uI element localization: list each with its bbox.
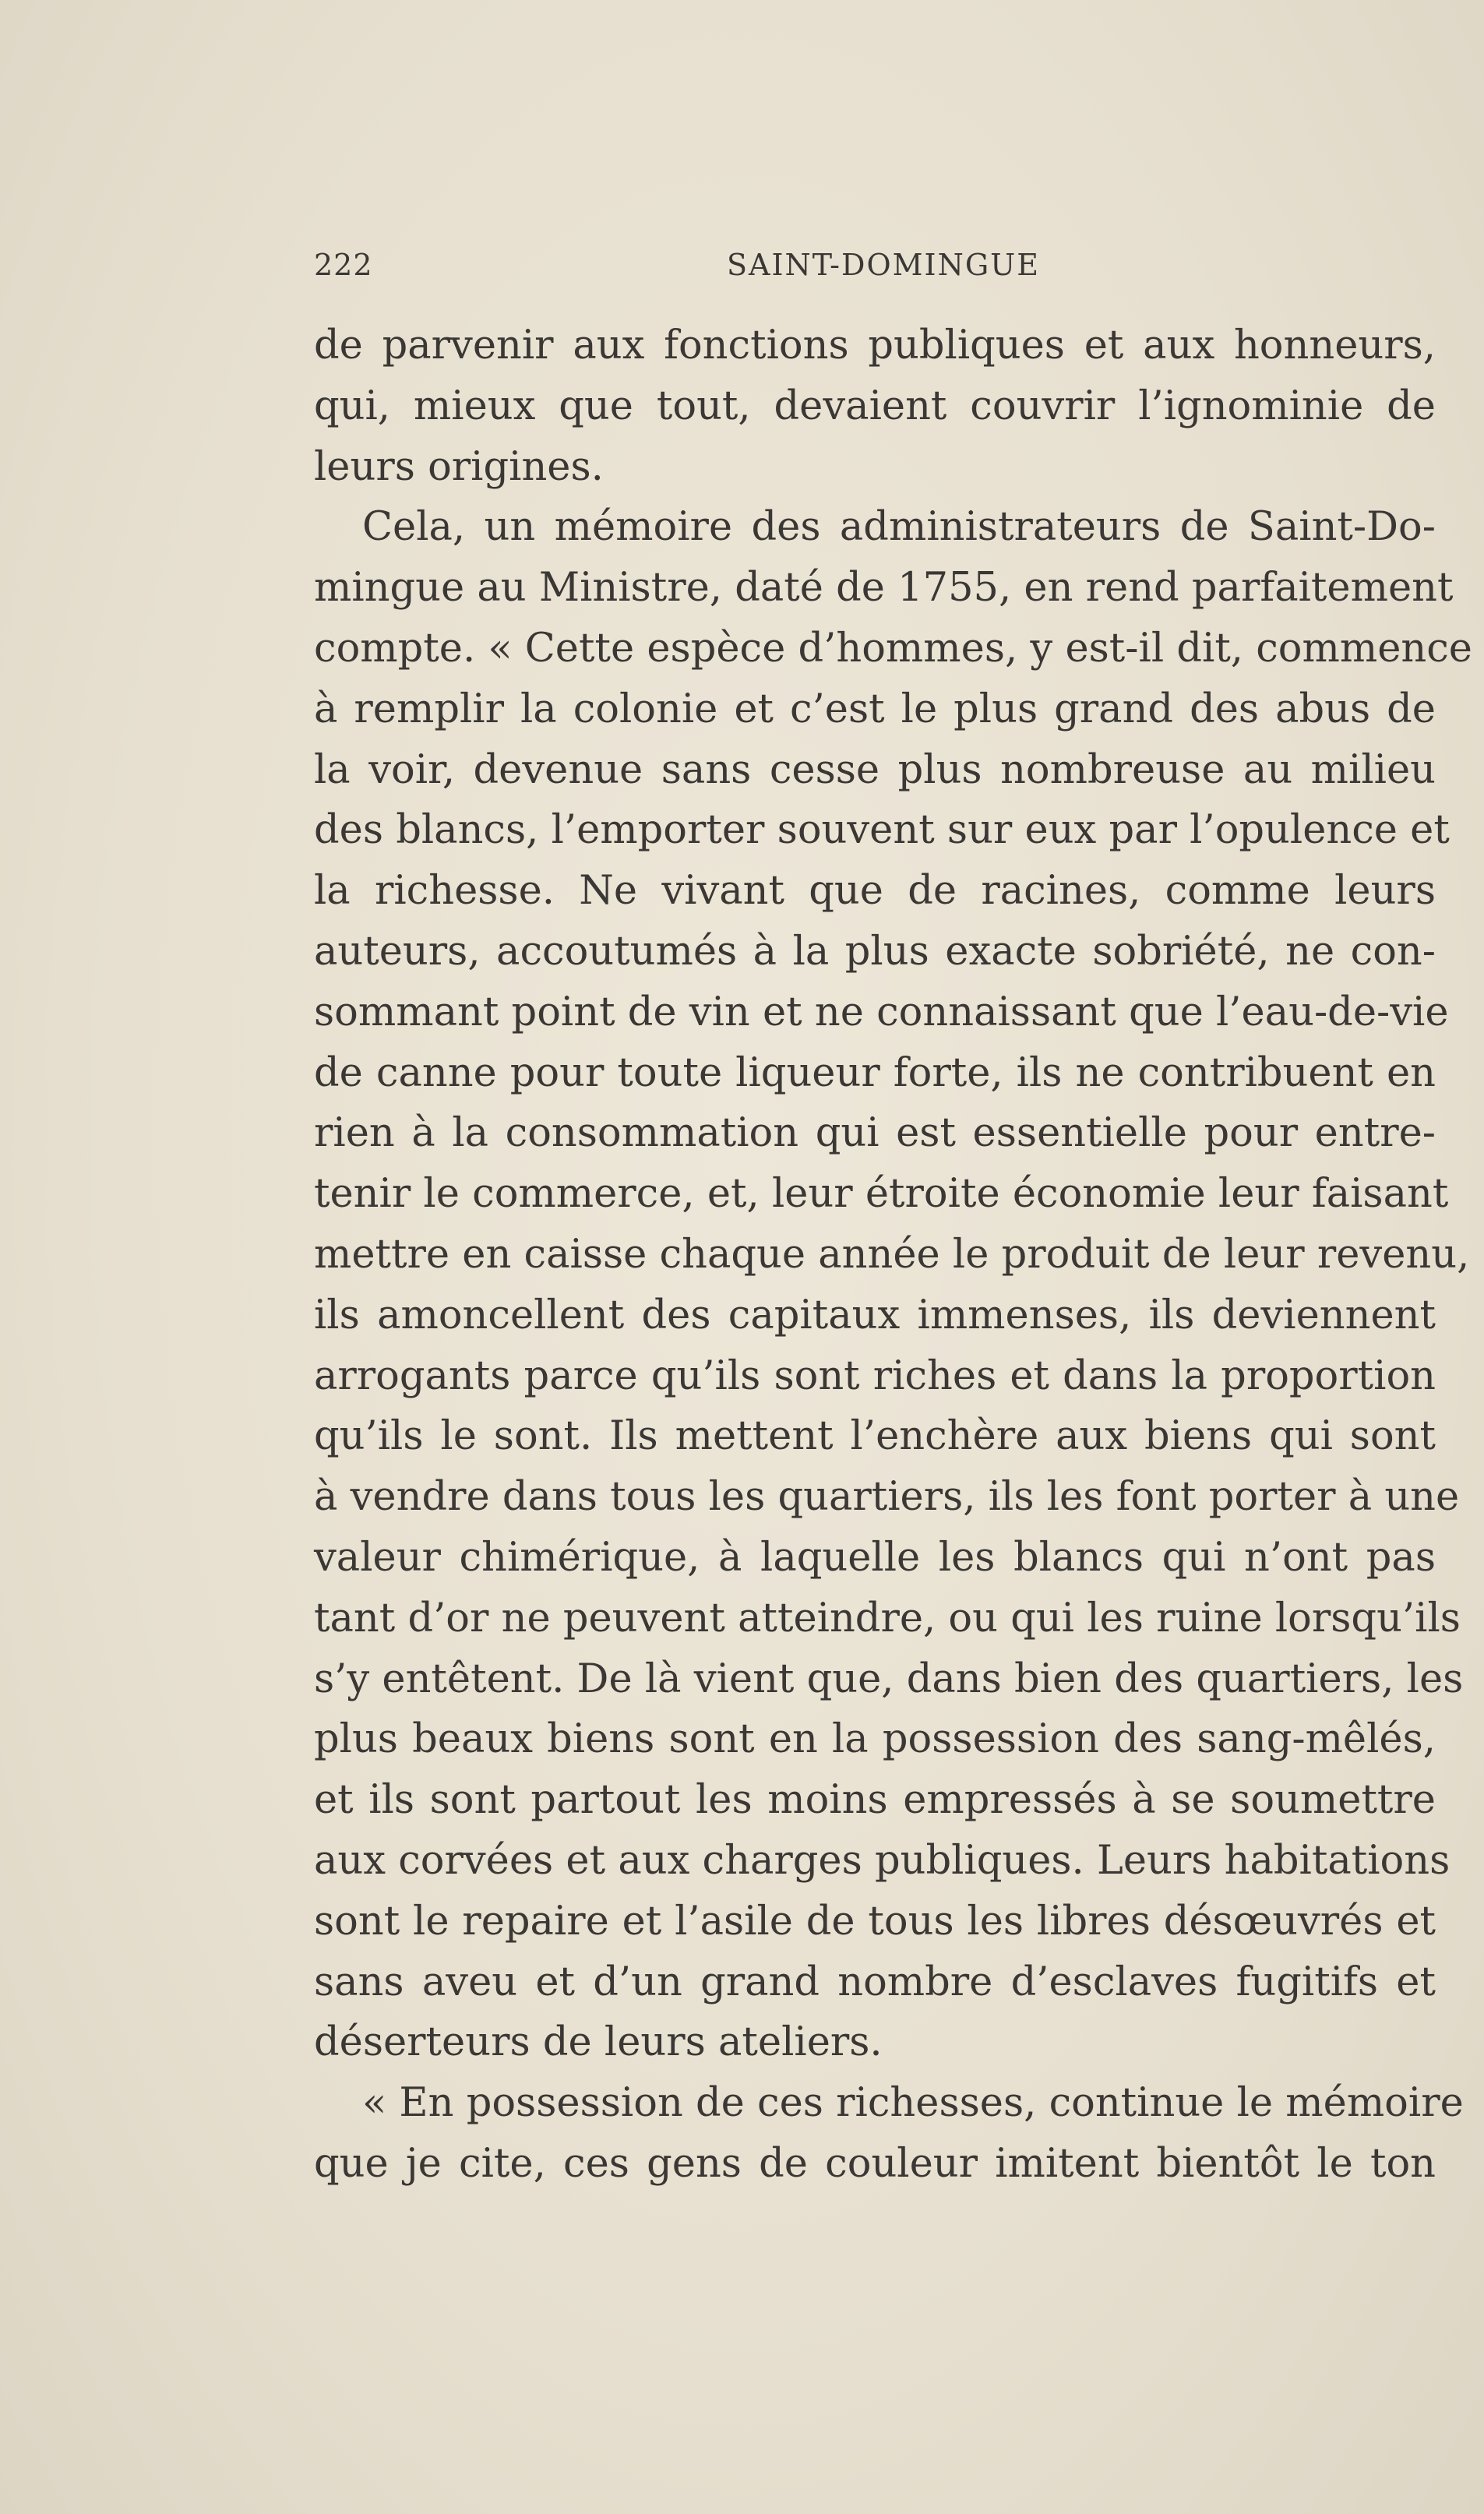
text-line-18: arrogants parce qu’ils sont riches et dans la proportion [314,1352,1436,1399]
text-line-12: sommant point de vin et ne connaissant que l’eau-de-vie [314,989,1449,1035]
text-line-31: que je cite, ces gens de couleur imitent bientôt le ton [314,2140,1436,2187]
text-line-17: ils amoncellent des capitaux immenses, ils deviennent [314,1292,1436,1338]
text-line-6: compte. « Cette espèce d’hommes, y est-il dit, commence [314,625,1472,672]
text-line-5: mingue au Ministre, daté de 1755, en rend parfaitement [314,565,1454,612]
text-line-30: « En possession de ces richesses, continue le mémoire [362,2080,1464,2127]
text-line-26: aux corvées et aux charges publiques. Leurs habitations [314,1837,1451,1884]
text-line-13: de canne pour toute liqueur forte, ils ne contribuent en [314,1049,1436,1096]
text-line-16: mettre en caisse chaque année le produit de leur revenu, [314,1231,1470,1278]
text-line-23: s’y entêtent. De là vient que, dans bien des quartiers, les [314,1655,1464,1702]
text-line-1: de parvenir aux fonctions publiques et aux honneurs, [314,323,1436,368]
text-line-21: valeur chimérique, à laquelle les blancs qui n’ont pas [314,1534,1436,1581]
text-line-28: sans aveu et d’un grand nombre d’esclaves fugitifs et [314,1959,1436,2005]
body-text [314,316,1472,2195]
text-line-24: plus beaux biens sont en la possession des sang-mêlés, [314,1716,1436,1763]
text-line-14: rien à la consommation qui est essentielle pour entre- [314,1110,1436,1157]
text-line-2: qui, mieux que tout, devaient couvrir l’ignominie de [314,383,1436,429]
text-line-19: qu’ils le sont. Ils mettent l’enchère aux biens qui sont [314,1413,1436,1460]
text-line-11: auteurs, accoutumés à la plus exacte sobriété, ne con- [314,928,1436,975]
text-line-4: Cela, un mémoire des administrateurs de Saint-Do- [362,504,1436,551]
text-line-7: à remplir la colonie et c’est le plus grand des abus de [314,686,1436,732]
text-line-8: la voir, devenue sans cesse plus nombreuse au milieu [314,746,1436,793]
text-line-22: tant d’or ne peuvent atteindre, ou qui les ruine lorsqu’ils [314,1595,1461,1641]
text-line-15: tenir le commerce, et, leur étroite économie leur faisant [314,1171,1449,1218]
text-line-29: déserteurs de leurs ateliers. [314,2019,883,2066]
text-line-9: des blancs, l’emporter souvent sur eux par l’opulence et [314,807,1450,854]
text-line-10: la richesse. Ne vivant que de racines, comme leurs [314,868,1436,915]
text-line-20: à vendre dans tous les quartiers, ils les font porter à une [314,1474,1460,1521]
text-line-27: sont le repaire et l’asile de tous les libres désœuvrés et [314,1898,1436,1945]
text-line-25: et ils sont partout les moins empressés à se soumettre [314,1777,1436,1824]
page-number: 222 [314,248,373,282]
running-head [314,248,1422,302]
running-title: SAINT-DOMINGUE [727,248,1040,282]
text-line-3: leurs origines. [314,443,604,490]
